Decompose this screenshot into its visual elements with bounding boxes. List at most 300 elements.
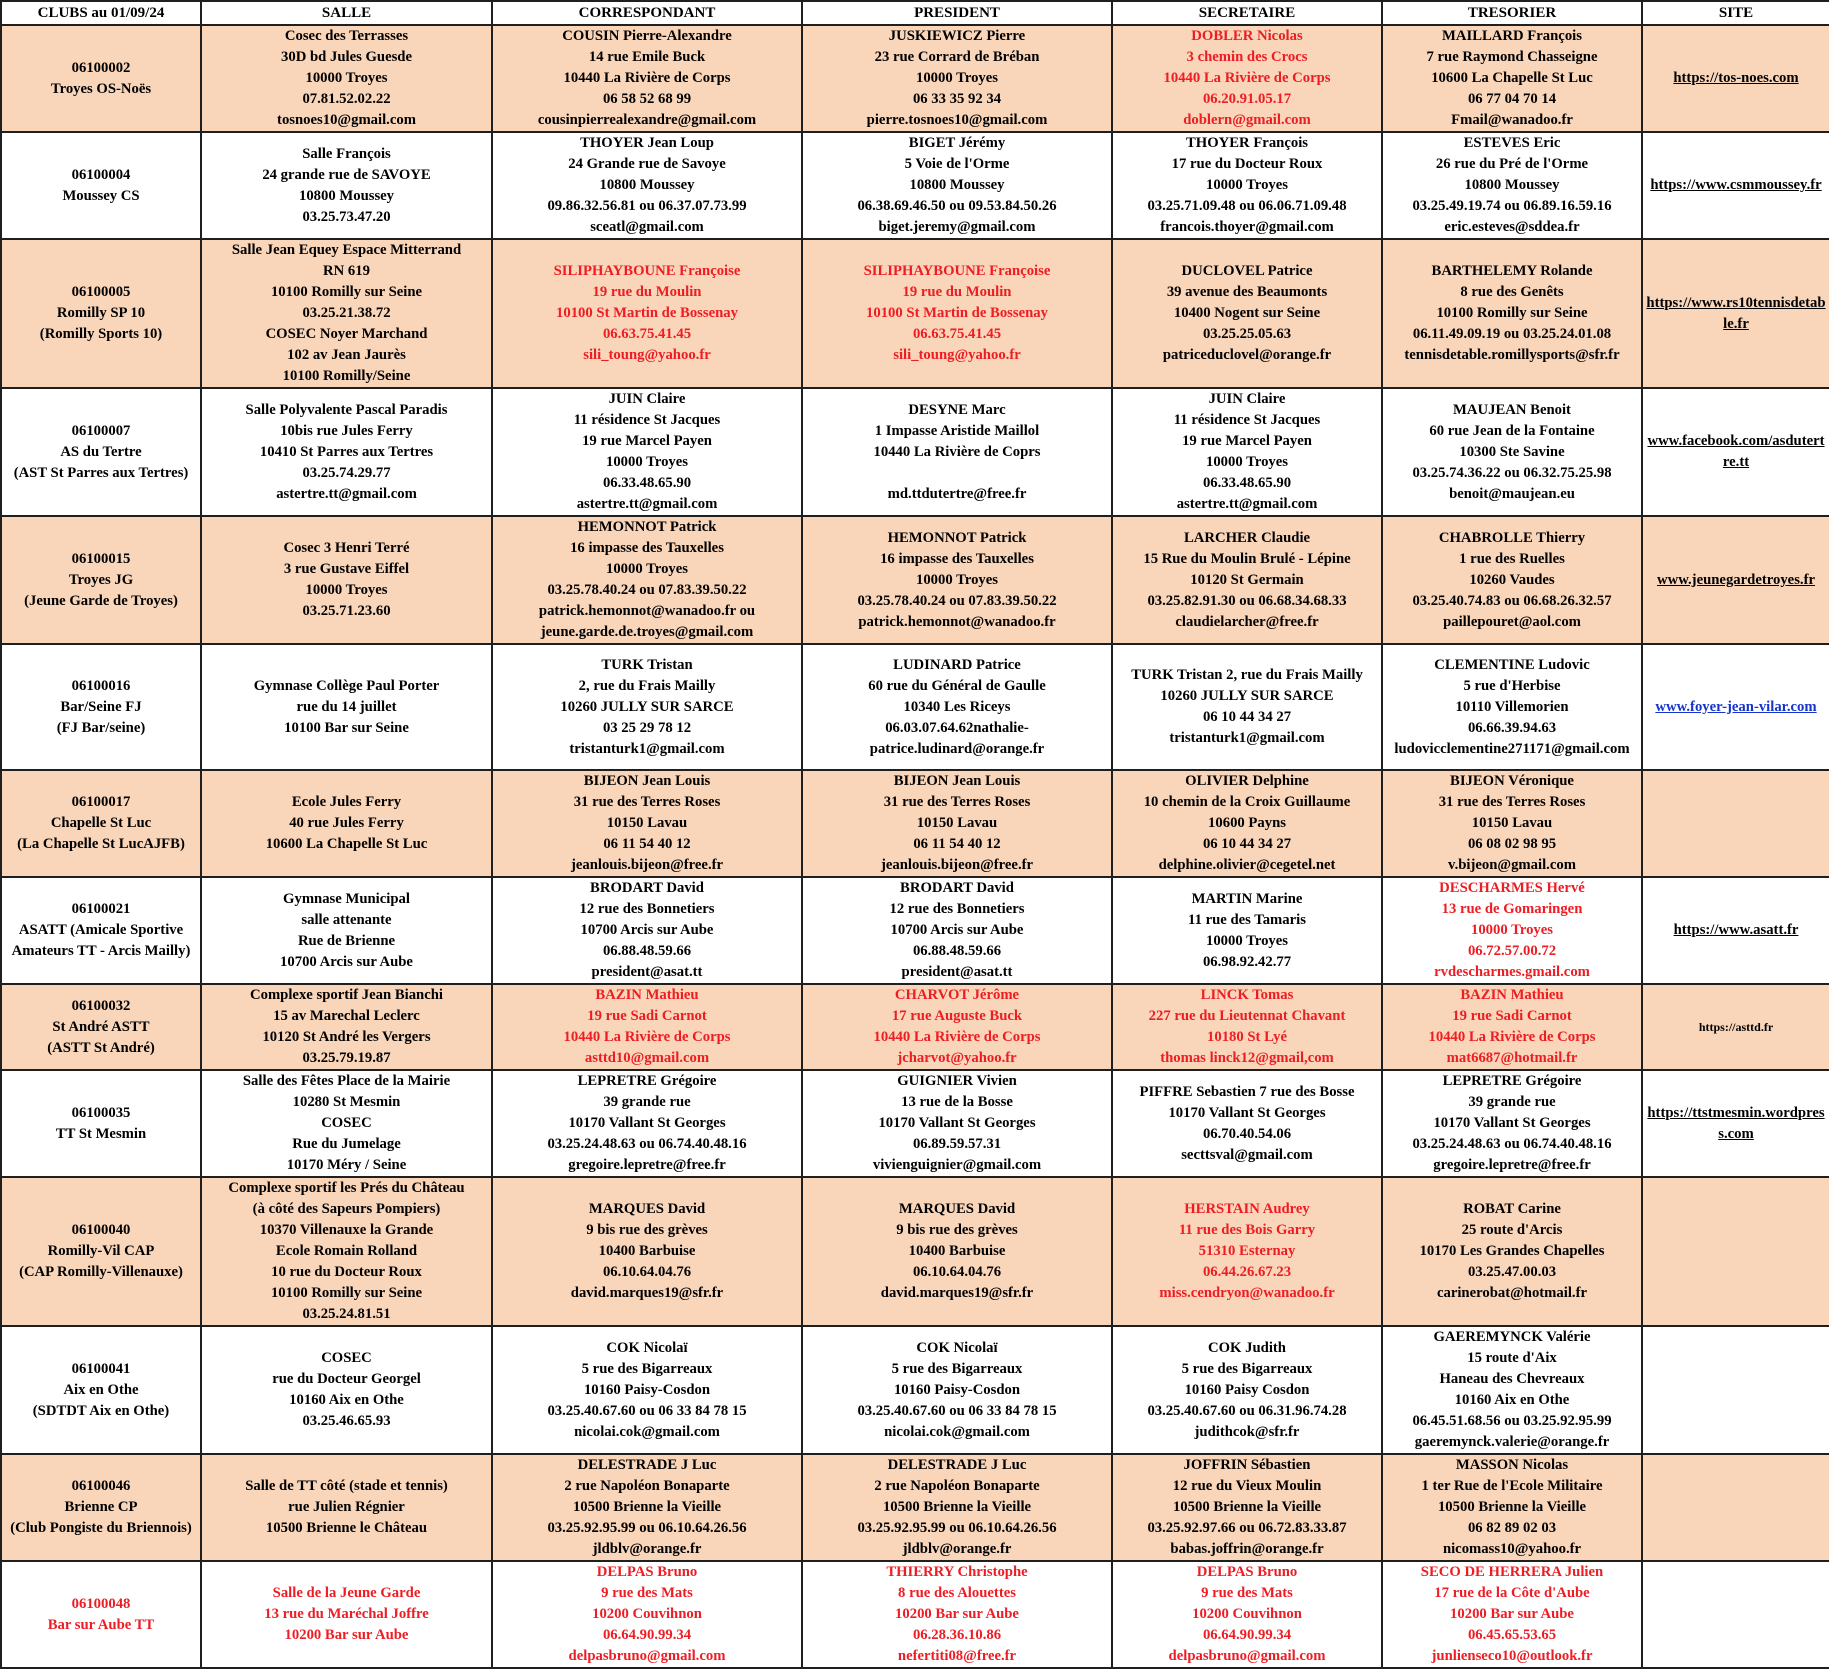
tresorier-line: CHABROLLE Thierry (1438, 529, 1586, 546)
cell-tresorier (1382, 1070, 1642, 1177)
president-line: nicolai.cok@gmail.com (884, 1423, 1030, 1440)
president-line: 10000 Troyes (915, 571, 998, 588)
president-line: 10170 Vallant St Georges (878, 1115, 1036, 1131)
correspondant-line: 06 58 52 68 99 (602, 91, 692, 107)
president-line: jcharvot@yahoo.fr (897, 1050, 1017, 1066)
correspondant-line: BRODART David (590, 880, 704, 896)
secretaire-line: 12 rue du Vieux Moulin (1172, 1478, 1322, 1494)
secretaire-line: 06.98.92.42.77 (1202, 953, 1292, 970)
cell-site (1642, 132, 1829, 239)
president-line: JUSKIEWICZ Pierre (888, 28, 1026, 44)
cell-club (1, 1326, 201, 1454)
table-row (1, 516, 1829, 644)
club-line: (Romilly Sports 10) (39, 326, 163, 342)
cell-site (1642, 877, 1829, 984)
table-row (1, 388, 1829, 516)
tresorier-line: nicomass10@yahoo.fr (1442, 1541, 1582, 1557)
table-row (1, 644, 1829, 770)
site-link[interactable]: https://www.asatt.fr (1673, 922, 1799, 938)
salle-line: 10200 Bar sur Aube (284, 1627, 409, 1643)
president-line: 06.88.48.59.66 (912, 943, 1002, 959)
cell-tresorier (1382, 984, 1642, 1070)
secretaire-line: 10600 Payns (1208, 815, 1286, 831)
tresorier-line: 19 rue Sadi Carnot (1452, 1008, 1572, 1024)
salle-line: 03.25.46.65.93 (302, 1413, 391, 1429)
cell-salle (201, 132, 492, 239)
site-link[interactable]: https://www.csmmoussey.fr (1650, 177, 1822, 193)
secretaire-line: 06.70.40.54.06 (1202, 1125, 1292, 1142)
cell-tresorier (1382, 770, 1642, 877)
tresorier-line: 03.25.40.74.83 ou 06.68.26.32.57 (1412, 592, 1612, 609)
correspondant-line: 03.25.24.48.63 ou 06.74.40.48.16 (547, 1136, 747, 1152)
secretaire-line: thomas linck12@gmail,com (1160, 1050, 1334, 1066)
president-line: COK Nicolaï (916, 1339, 998, 1356)
club-line: (AST St Parres aux Tertres) (13, 464, 189, 481)
tresorier-line: 39 grande rue (1468, 1094, 1556, 1110)
salle-line: Salle Polyvalente Pascal Paradis (245, 401, 448, 418)
secretaire-line: OLIVIER Delphine (1185, 773, 1309, 789)
tresorier-line: 10800 Moussey (1464, 177, 1560, 193)
correspondant-line: 06.64.90.99.34 (602, 1627, 692, 1643)
secretaire-line: 17 rue du Docteur Roux (1171, 156, 1323, 172)
club-line: Bar/Seine FJ (60, 698, 142, 715)
club-line: 06100017 (71, 794, 131, 810)
president-line: 60 rue du Général de Gaulle (868, 677, 1046, 694)
secretaire-line: 39 avenue des Beaumonts (1166, 284, 1328, 300)
secretaire-line: delpasbruno@gmail.com (1168, 1648, 1326, 1664)
cell-correspondant (492, 1326, 802, 1454)
salle-line: 10000 Troyes (305, 582, 388, 598)
president-line: 23 rue Corrard de Bréban (874, 49, 1040, 65)
salle-line: (à côté des Sapeurs Pompiers) (252, 1201, 441, 1217)
salle-line: COSEC (321, 1350, 372, 1366)
secretaire-line: 10 chemin de la Croix Guillaume (1143, 794, 1351, 810)
president-line: CHARVOT Jérôme (894, 987, 1020, 1003)
salle-line: 10170 Méry / Seine (286, 1157, 407, 1173)
secretaire-line: 10170 Vallant St Georges (1168, 1104, 1326, 1121)
tresorier-line: 1 ter Rue de l'Ecole Militaire (1421, 1478, 1603, 1494)
salle-line: 10 rue du Docteur Roux (271, 1264, 422, 1280)
secretaire-line: THOYER François (1186, 135, 1308, 151)
secretaire-line: 03.25.40.67.60 ou 06.31.96.74.28 (1147, 1402, 1347, 1419)
correspondant-line: delpasbruno@gmail.com (568, 1648, 726, 1664)
club-line: Aix en Othe (63, 1381, 139, 1398)
correspondant-line: 10440 La Rivière de Corps (563, 1029, 731, 1045)
president-line: 06.89.59.57.31 (912, 1136, 1002, 1152)
header-secretaire: SECRETAIRE (1112, 1, 1382, 25)
president-line: 03.25.78.40.24 ou 07.83.39.50.22 (857, 592, 1057, 609)
correspondant-line: 06.33.48.65.90 (602, 475, 692, 491)
site-link[interactable]: www.facebook.com/asdutertre.tt (1647, 433, 1825, 470)
site-link[interactable]: www.foyer-jean-vilar.com (1655, 698, 1817, 715)
salle-line: Salle de TT côté (stade et tennis) (245, 1478, 448, 1494)
tresorier-line: gaeremynck.valerie@orange.fr (1414, 1434, 1610, 1450)
tresorier-line: 06.45.51.68.56 ou 03.25.92.95.99 (1412, 1413, 1612, 1429)
salle-line: 40 rue Jules Ferry (289, 815, 404, 831)
cell-club (1, 1454, 201, 1561)
club-line: St André ASTT (52, 1018, 150, 1035)
secretaire-line: doblern@gmail.com (1183, 112, 1311, 128)
secretaire-line: 19 rue Marcel Payen (1182, 433, 1312, 449)
table-row (1, 1561, 1829, 1668)
president-line: LUDINARD Patrice (893, 656, 1021, 673)
tresorier-line: BAZIN Mathieu (1460, 987, 1564, 1003)
cell-correspondant (492, 132, 802, 239)
tresorier-line: 03.25.74.36.22 ou 06.32.75.25.98 (1412, 464, 1612, 481)
tresorier-line: 03.25.24.48.63 ou 06.74.40.48.16 (1412, 1136, 1612, 1152)
cell-correspondant (492, 877, 802, 984)
cell-salle (201, 388, 492, 516)
table-row (1, 132, 1829, 239)
tresorier-line: tennisdetable.romillysports@sfr.fr (1404, 347, 1620, 363)
tresorier-line: 8 rue des Genêts (1460, 284, 1564, 300)
tresorier-line: Fmail@wanadoo.fr (1451, 112, 1573, 128)
cell-site (1642, 1326, 1829, 1454)
president-line: 10400 Barbuise (908, 1243, 1006, 1259)
correspondant-line: MARQUES David (588, 1201, 706, 1217)
secretaire-line: LARCHER Claudie (1183, 529, 1311, 546)
tresorier-line: 31 rue des Terres Roses (1438, 794, 1586, 810)
tresorier-line: 17 rue de la Côte d'Aube (1434, 1585, 1590, 1601)
correspondant-line: DELESTRADE J Luc (577, 1457, 717, 1473)
president-line: BRODART David (900, 880, 1014, 896)
tresorier-line: 03.25.47.00.03 (1467, 1264, 1557, 1280)
president-line: 17 rue Auguste Buck (891, 1008, 1023, 1024)
correspondant-line: 10400 Barbuise (598, 1243, 696, 1259)
president-line: jeanlouis.bijeon@free.fr (880, 857, 1034, 873)
club-line: Amateurs TT - Arcis Mailly) (11, 943, 191, 959)
tresorier-line: LEPRETRE Grégoire (1442, 1073, 1582, 1089)
secretaire-line: 15 Rue du Moulin Brulé - Lépine (1143, 550, 1351, 567)
club-line: Chapelle St Luc (50, 815, 152, 831)
secretaire-line: 06 10 44 34 27 (1202, 836, 1292, 852)
table-row (1, 877, 1829, 984)
club-line: Brienne CP (64, 1499, 138, 1515)
cell-site (1642, 239, 1829, 388)
president-line: THIERRY Christophe (886, 1564, 1028, 1580)
president-line: 10200 Bar sur Aube (895, 1606, 1019, 1622)
clubs-table-body (1, 25, 1829, 1668)
salle-line: 15 av Marechal Leclerc (273, 1008, 420, 1024)
cell-tresorier (1382, 516, 1642, 644)
president-line: 06.28.36.10.86 (912, 1627, 1002, 1643)
correspondant-line: THOYER Jean Loup (580, 135, 714, 151)
cell-president (802, 984, 1112, 1070)
cell-salle (201, 644, 492, 770)
correspondant-line: 19 rue du Moulin (592, 284, 702, 300)
correspondant-line: 12 rue des Bonnetiers (579, 901, 715, 917)
site-link[interactable]: www.jeunegardetroyes.fr (1657, 571, 1815, 588)
salle-line: 07.81.52.02.22 (302, 91, 391, 107)
correspondant-line: 2, rue du Frais Mailly (578, 677, 716, 694)
tresorier-line: 25 route d'Arcis (1461, 1222, 1563, 1238)
cell-club (1, 1561, 201, 1668)
secretaire-line: 51310 Esternay (1198, 1243, 1296, 1259)
secretaire-line: 10000 Troyes (1205, 454, 1288, 470)
salle-line: 10000 Troyes (305, 70, 388, 86)
salle-line: 10100 Bar sur Seine (284, 719, 409, 736)
tresorier-line: 10170 Vallant St Georges (1433, 1115, 1591, 1131)
cell-secretaire (1112, 1561, 1382, 1668)
president-line: patrice.ludinard@orange.fr (869, 740, 1045, 757)
club-line: Romilly SP 10 (56, 305, 146, 321)
tresorier-line: 5 rue d'Herbise (1463, 677, 1561, 694)
salle-line: 10800 Moussey (298, 187, 395, 204)
president-line: 03.25.40.67.60 ou 06 33 84 78 15 (857, 1402, 1057, 1419)
secretaire-line: 06.64.90.99.34 (1202, 1627, 1292, 1643)
president-line: 03.25.92.95.99 ou 06.10.64.26.56 (857, 1520, 1057, 1536)
president-line: patrick.hemonnot@wanadoo.fr (858, 613, 1056, 630)
cell-secretaire (1112, 239, 1382, 388)
club-line: ASATT (Amicale Sportive (18, 922, 184, 938)
president-line: biget.jeremy@gmail.com (878, 219, 1036, 235)
cell-club (1, 1070, 201, 1177)
tresorier-line: gregoire.lepretre@free.fr (1433, 1157, 1591, 1173)
secretaire-line: 06.20.91.05.17 (1202, 91, 1292, 107)
secretaire-line: DOBLER Nicolas (1191, 28, 1303, 44)
salle-line: 03.25.79.19.87 (302, 1050, 391, 1066)
cell-site (1642, 984, 1829, 1070)
president-line: 10100 St Martin de Bossenay (866, 305, 1048, 321)
tresorier-line: 10260 Vaudes (1469, 571, 1555, 588)
correspondant-line: nicolai.cok@gmail.com (574, 1423, 720, 1440)
secretaire-line: 10180 St Lyé (1207, 1029, 1287, 1045)
tresorier-line: CLEMENTINE Ludovic (1434, 656, 1590, 673)
cell-site (1642, 644, 1829, 770)
cell-salle (201, 25, 492, 132)
secretaire-line: 10260 JULLY SUR SARCE (1160, 688, 1334, 704)
cell-correspondant (492, 1070, 802, 1177)
cell-president (802, 877, 1112, 984)
correspondant-line: 39 grande rue (603, 1094, 691, 1110)
salle-line: 03.25.24.81.51 (302, 1306, 391, 1322)
cell-correspondant (492, 25, 802, 132)
president-line: BIJEON Jean Louis (893, 773, 1021, 789)
correspondant-line: TURK Tristan (601, 656, 693, 673)
header-clubs: CLUBS au 01/09/24 (1, 1, 201, 25)
club-line: TT St Mesmin (55, 1125, 147, 1142)
salle-line: 10700 Arcis sur Aube (280, 953, 413, 970)
secretaire-line: DELPAS Bruno (1196, 1564, 1298, 1580)
salle-line: RN 619 (323, 263, 370, 279)
president-line: 10800 Moussey (909, 177, 1005, 193)
club-line: 06100040 (71, 1222, 131, 1238)
secretaire-line: MARTIN Marine (1191, 890, 1303, 907)
correspondant-line: 03 25 29 78 12 (602, 719, 692, 736)
club-line: (FJ Bar/seine) (56, 719, 146, 736)
correspondant-line: jldblv@orange.fr (592, 1541, 702, 1557)
cell-tresorier (1382, 388, 1642, 516)
salle-line: Ecole Jules Ferry (291, 794, 402, 810)
table-row (1, 1326, 1829, 1454)
secretaire-line: babas.joffrin@orange.fr (1170, 1541, 1324, 1557)
cell-site (1642, 1454, 1829, 1561)
salle-line: 24 grande rue de SAVOYE (262, 166, 431, 183)
correspondant-line: 10200 Couvihnon (592, 1606, 702, 1622)
salle-line: Complexe sportif les Prés du Château (228, 1180, 465, 1196)
correspondant-line: LEPRETRE Grégoire (577, 1073, 717, 1089)
club-line: (ASTT St André) (47, 1039, 155, 1056)
cell-tresorier (1382, 1177, 1642, 1326)
salle-line: 03.25.73.47.20 (302, 208, 391, 225)
secretaire-line: 10400 Nogent sur Seine (1173, 305, 1321, 321)
cell-correspondant (492, 644, 802, 770)
secretaire-line: 9 rue des Mats (1201, 1585, 1293, 1601)
secretaire-line: 3 chemin des Crocs (1186, 49, 1308, 65)
cell-tresorier (1382, 239, 1642, 388)
site-link[interactable]: https://tos-noes.com (1673, 70, 1799, 86)
correspondant-line: BIJEON Jean Louis (583, 773, 711, 789)
salle-line: COSEC (321, 1115, 372, 1131)
secretaire-line: 10500 Brienne la Vieille (1172, 1499, 1322, 1515)
cell-tresorier (1382, 644, 1642, 770)
correspondant-line: 24 Grande rue de Savoye (568, 156, 726, 172)
cell-president (802, 1326, 1112, 1454)
tresorier-line: 06.72.57.00.72 (1467, 943, 1557, 959)
salle-line: COSEC Noyer Marchand (265, 326, 428, 342)
president-line: 10000 Troyes (915, 70, 998, 86)
salle-line: 10100 Romilly sur Seine (270, 284, 423, 300)
cell-correspondant (492, 984, 802, 1070)
header-row (1, 1, 1829, 25)
site-link[interactable]: https://asttd.fr (1698, 1019, 1774, 1034)
tresorier-line: 03.25.49.19.74 ou 06.89.16.59.16 (1412, 198, 1612, 214)
header-site: SITE (1642, 1, 1829, 25)
salle-line: 10120 St André les Vergers (262, 1029, 431, 1045)
secretaire-line: delphine.olivier@cegetel.net (1158, 857, 1336, 873)
club-line: Moussey CS (62, 187, 140, 204)
cell-secretaire (1112, 25, 1382, 132)
secretaire-line: 10000 Troyes (1205, 177, 1288, 193)
cell-secretaire (1112, 1177, 1382, 1326)
club-line: Romilly-Vil CAP (47, 1243, 155, 1259)
cell-correspondant (492, 516, 802, 644)
salle-line: Cosec des Terrasses (284, 28, 409, 44)
correspondant-line: 10150 Lavau (606, 815, 688, 831)
secretaire-line: COK Judith (1208, 1339, 1286, 1356)
cell-site (1642, 25, 1829, 132)
club-line: 06100021 (71, 901, 131, 917)
salle-line: rue Julien Régnier (288, 1499, 405, 1515)
tresorier-line: 06.11.49.09.19 ou 03.25.24.01.08 (1412, 326, 1612, 342)
cell-salle (201, 1070, 492, 1177)
correspondant-line: 10100 St Martin de Bossenay (556, 305, 738, 321)
tresorier-line: ROBAT Carine (1463, 1201, 1561, 1217)
salle-line: 13 rue du Maréchal Joffre (264, 1606, 429, 1622)
cell-secretaire (1112, 1454, 1382, 1561)
secretaire-line: 06.33.48.65.90 (1202, 475, 1292, 491)
secretaire-line: LINCK Tomas (1200, 987, 1294, 1003)
secretaire-line: tristanturk1@gmail.com (1169, 730, 1325, 746)
club-line: 06100015 (71, 550, 131, 567)
cell-salle (201, 770, 492, 877)
secretaire-line: 03.25.82.91.30 ou 06.68.34.68.33 (1147, 592, 1347, 609)
salle-line: 10100 Romilly/Seine (282, 368, 411, 384)
table-row (1, 984, 1829, 1070)
secretaire-line: 11 rue des Bois Garry (1178, 1222, 1316, 1238)
president-line: 10150 Lavau (916, 815, 998, 831)
secretaire-line: judithcok@sfr.fr (1194, 1423, 1300, 1440)
correspondant-line: jeanlouis.bijeon@free.fr (570, 857, 724, 873)
president-line: DESYNE Marc (908, 401, 1006, 418)
site-link[interactable]: https://www.rs10tennisdetable.fr (1646, 294, 1826, 332)
salle-line: Gymnase Municipal (283, 890, 410, 907)
correspondant-line: sceatl@gmail.com (590, 219, 704, 235)
president-line: 12 rue des Bonnetiers (889, 901, 1025, 917)
president-line: 06 11 54 40 12 (913, 836, 1001, 852)
correspondant-line: 06 11 54 40 12 (603, 836, 691, 852)
table-row (1, 1454, 1829, 1561)
tresorier-line: MAILLARD François (1442, 28, 1582, 44)
cell-president (802, 1177, 1112, 1326)
table-row (1, 770, 1829, 877)
secretaire-line: 10200 Couvihnon (1192, 1606, 1302, 1622)
secretaire-line: claudielarcher@free.fr (1175, 613, 1319, 630)
salle-line: 03.25.21.38.72 (302, 305, 391, 321)
salle-line: 10370 Villenauxe la Grande (259, 1222, 434, 1238)
club-line: 06100041 (71, 1360, 131, 1377)
correspondant-line: 16 impasse des Tauxelles (570, 540, 724, 556)
tresorier-line: 10600 La Chapelle St Luc (1431, 70, 1593, 86)
cell-salle (201, 984, 492, 1070)
correspondant-line: 9 rue des Mats (601, 1585, 693, 1601)
secretaire-line: 10160 Paisy Cosdon (1184, 1381, 1310, 1398)
president-line: nefertiti08@free.fr (897, 1648, 1017, 1664)
cell-correspondant (492, 1561, 802, 1668)
salle-line: 03.25.71.23.60 (302, 603, 391, 619)
cell-tresorier (1382, 132, 1642, 239)
correspondant-line: 10700 Arcis sur Aube (580, 922, 714, 938)
cell-club (1, 388, 201, 516)
president-line: sili_toung@yahoo.fr (893, 347, 1021, 363)
correspondant-line: 31 rue des Terres Roses (573, 794, 721, 810)
secretaire-line: 227 rue du Lieutennat Chavant (1148, 1008, 1346, 1024)
salle-line: Salle de la Jeune Garde (272, 1585, 421, 1601)
secretaire-line: JOFFRIN Sébastien (1183, 1457, 1311, 1473)
correspondant-line: 10000 Troyes (605, 561, 688, 577)
tresorier-line: 10440 La Rivière de Corps (1428, 1029, 1596, 1045)
cell-club (1, 516, 201, 644)
tresorier-line: ESTEVES Eric (1463, 135, 1561, 151)
table-row (1, 25, 1829, 132)
secretaire-line: secttsval@gmail.com (1181, 1146, 1313, 1163)
president-line: 5 Voie de l'Orme (904, 156, 1010, 172)
cell-secretaire (1112, 770, 1382, 877)
cell-site (1642, 516, 1829, 644)
salle-line: 102 av Jean Jaurès (287, 347, 406, 363)
correspondant-line: 06.63.75.41.45 (602, 326, 692, 342)
correspondant-line: 11 résidence St Jacques (573, 412, 721, 428)
tresorier-line: 06 77 04 70 14 (1467, 91, 1557, 107)
tresorier-line: 13 rue de Gomaringen (1441, 901, 1583, 917)
tresorier-line: 15 route d'Aix (1467, 1350, 1557, 1366)
salle-line: 10160 Aix en Othe (289, 1392, 404, 1408)
salle-line: 10500 Brienne le Château (265, 1520, 428, 1536)
cell-president (802, 644, 1112, 770)
secretaire-line: patriceduclovel@orange.fr (1162, 347, 1332, 363)
cell-club (1, 984, 201, 1070)
cell-president (802, 132, 1112, 239)
club-line: 06100007 (71, 422, 131, 439)
cell-site (1642, 388, 1829, 516)
cell-salle (201, 877, 492, 984)
tresorier-line: GAEREMYNCK Valérie (1433, 1329, 1591, 1345)
salle-line: 03.25.74.29.77 (302, 464, 391, 481)
club-line: 06100004 (71, 166, 131, 183)
correspondant-line: gregoire.lepretre@free.fr (568, 1157, 726, 1173)
site-link[interactable]: https://ttstmesmin.wordpress.com (1647, 1104, 1825, 1142)
table-row (1, 239, 1829, 388)
